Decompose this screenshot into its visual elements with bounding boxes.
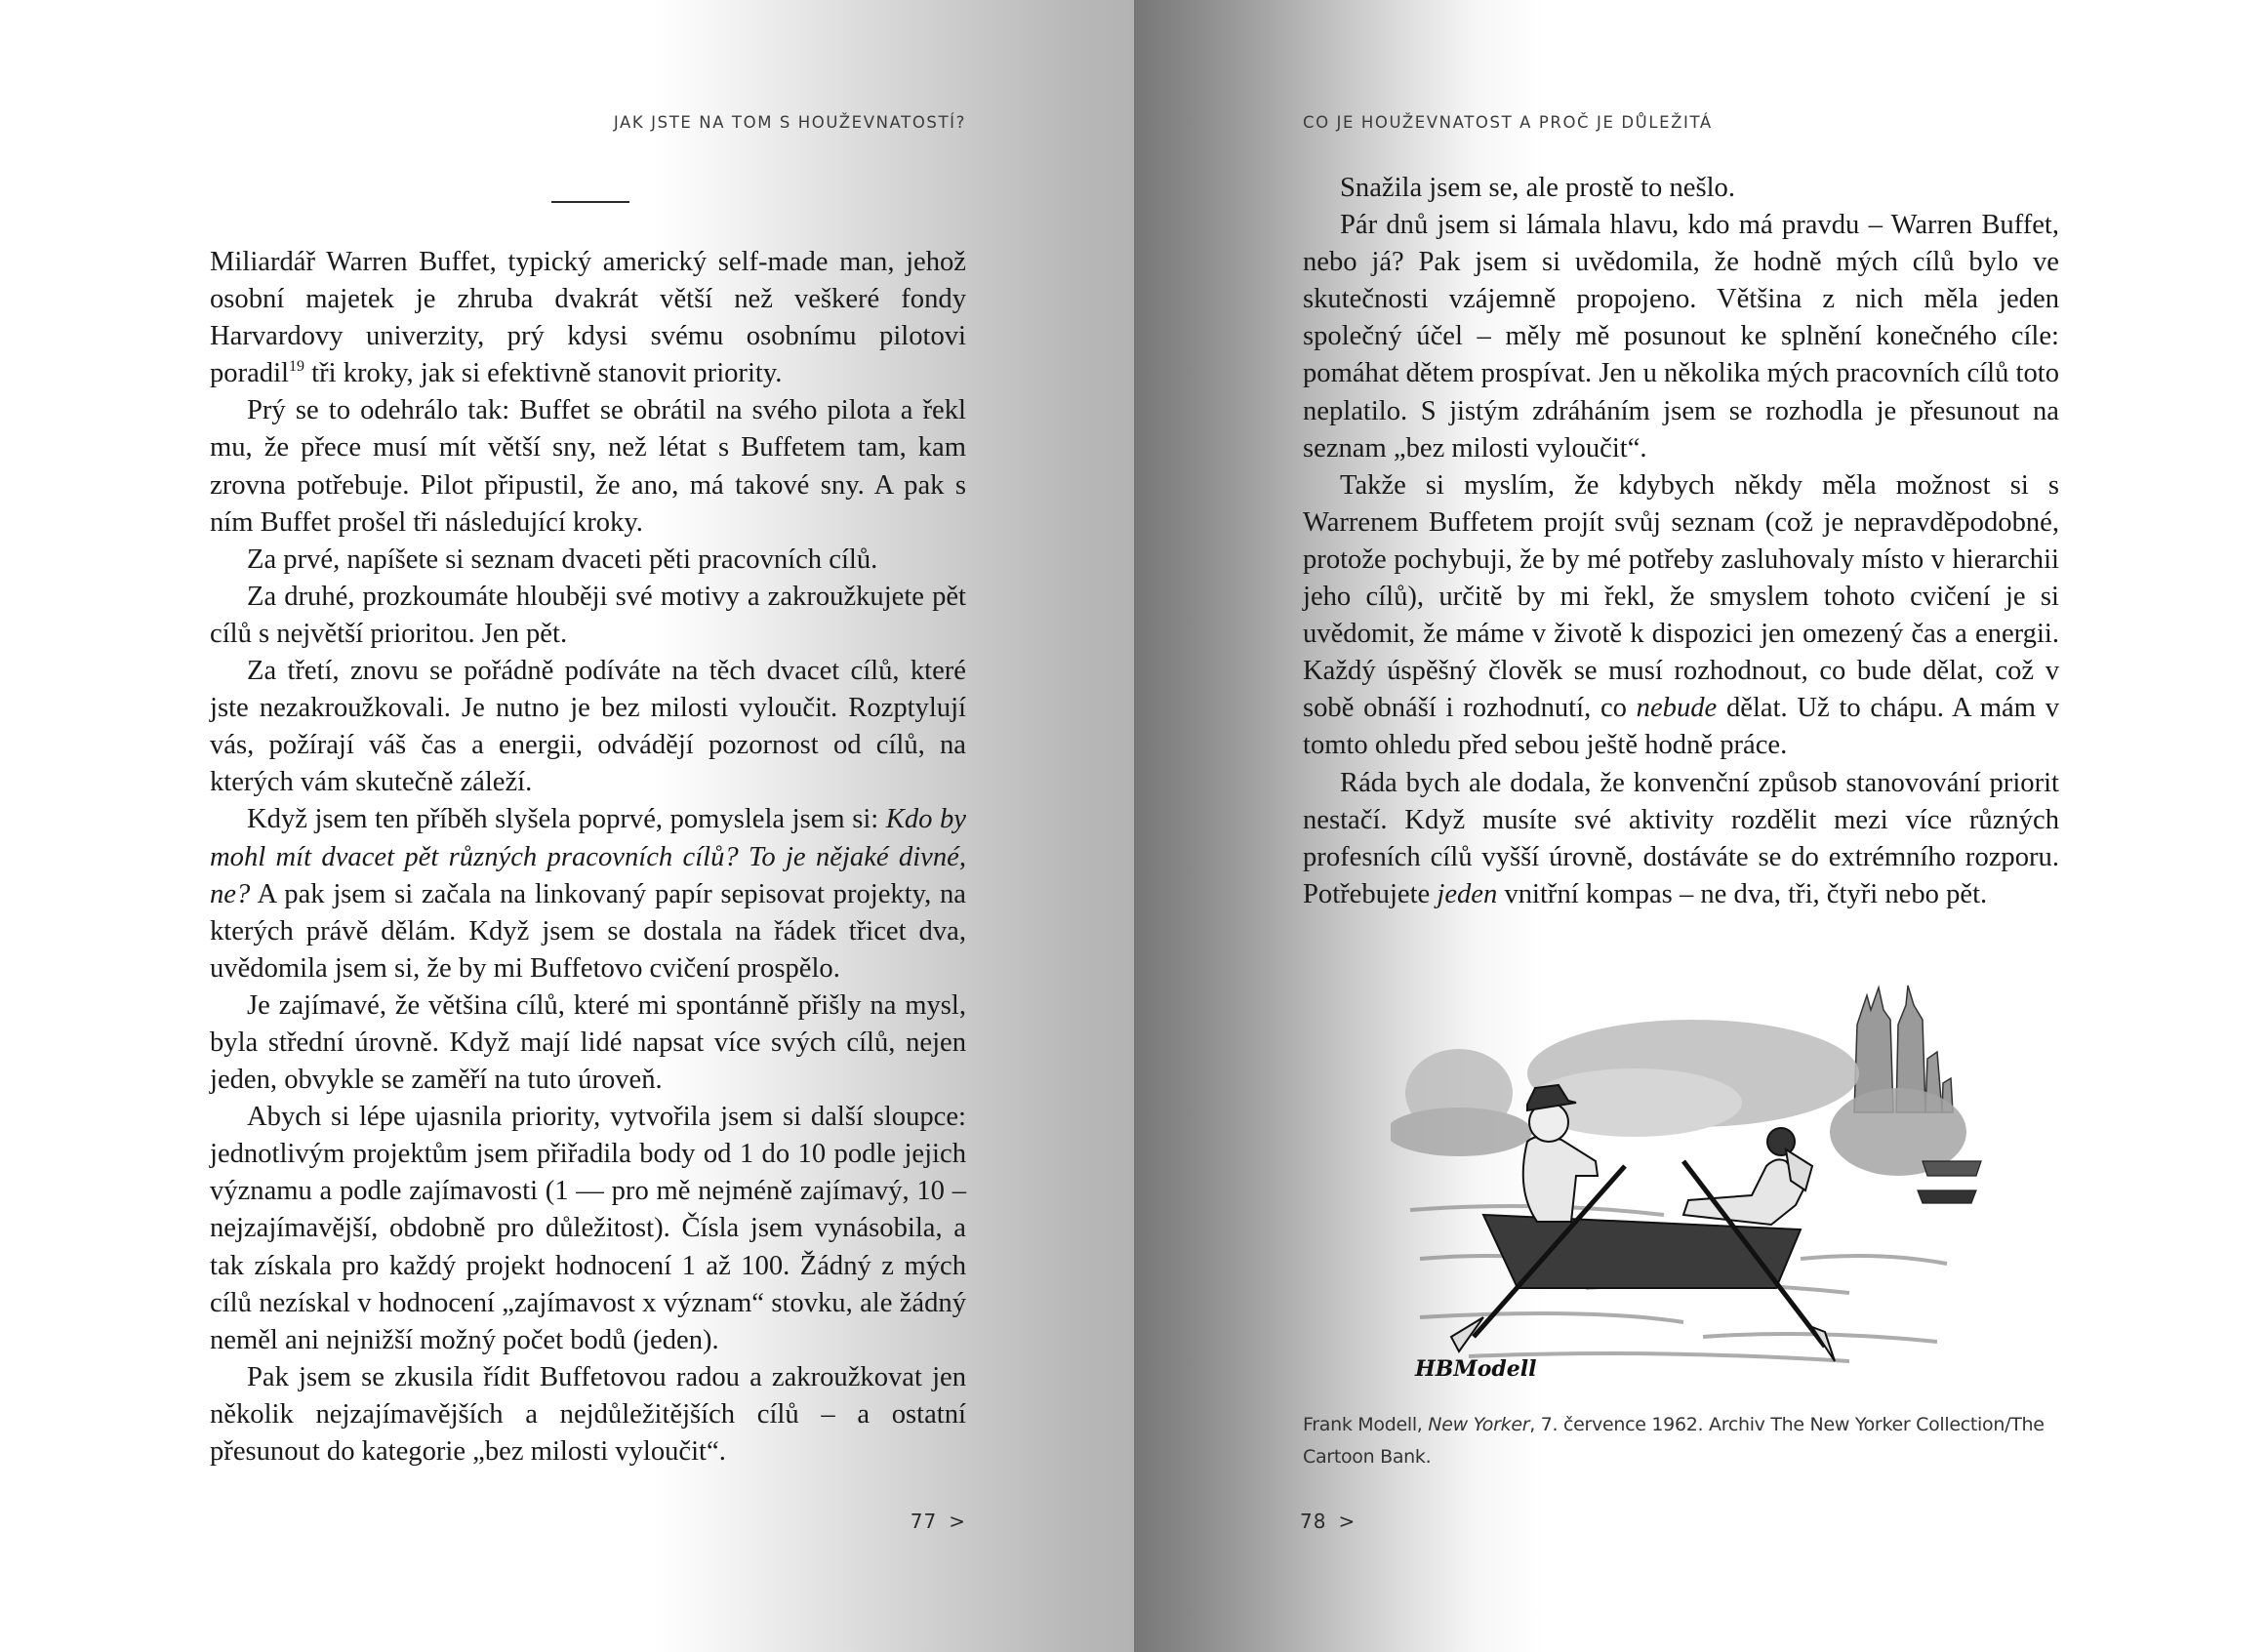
caption-text: , 7. července 1962. Archiv The New Yorker Collection/The Cartoon Bank. (1303, 1414, 2045, 1468)
paragraph-text: vnitřní kompas – ne dva, tři, čtyři nebo pět. (1497, 878, 1988, 909)
page-number: 77 (910, 1510, 938, 1533)
figure-caption (1303, 1409, 2064, 1473)
paragraph: Za třetí, znovu se pořádně podíváte na těch dvacet cílů, které jste nezakroužkovali. Je nutno je bez milosti vyloučit. Rozptylují vás, požírají váš čas a energii, odvádějí pozornost od cílů, na kterých vám skutečně záleží. (210, 656, 966, 798)
rowboat-cartoon-image (1391, 966, 1996, 1388)
paragraph-text: Když jsem ten příběh slyšela poprvé, pomyslela jsem si: (247, 804, 886, 835)
running-head-left: JAK JSTE NA TOM S HOUŽEVNATOSTÍ? (613, 113, 966, 132)
footnote-ref[interactable]: 19 (289, 358, 304, 376)
paragraph (210, 801, 966, 987)
distant-boat (1918, 1161, 1981, 1203)
paragraph (1303, 765, 2059, 913)
paragraph: Snažila jsem se, ale prostě to nešlo. (1340, 173, 1735, 203)
paragraph-text: Ráda bych ale dodala, že konvenční způsob stanovování priorit nestačí. Když musíte své aktivity rozdělit mezi více různých profesních cílů vyšší úrovně, dostáváte se do extrémního rozporu. Potřebujete (1303, 767, 2059, 909)
caption-text: Frank Modell, (1303, 1414, 1429, 1435)
paragraph: Prý se to odehrálo tak: Buffet se obrátil na svého pilota a řekl mu, že přece musí mít větší sny, než létat s Buffetem tam, kam zrovna potřebuje. Pilot připustil, že ano, má takové sny. A pak s ním Buffet prošel tři následující kroky. (210, 395, 966, 538)
caption-publication: New Yorker (1428, 1414, 1530, 1435)
page-number: 78 (1300, 1510, 1327, 1533)
paragraph: Abych si lépe ujasnila priority, vytvořila jsem si další sloupce: jednotlivým projektům jsem přiřadila body od 1 do 10 podle jejich významu a podle zajímavosti (1 — pro mě nejméně zajímavý, 10 – nejzajímavější, obdobně pro důležitost). Čísla jsem vynásobila, a tak získala pro každý projekt hodnocení 1 až 100. Žádný z mých cílů nezískal v hodnocení „zajímavost x význam“ stovku, ale žádný neměl ani nejnižší možný počet bodů (jeden). (210, 1102, 966, 1355)
italic-emphasis: jeden (1437, 878, 1498, 909)
paragraph-text: Takže si myslím, že kdybych někdy měla možnost si s Warrenem Buffetem projít svůj seznam (což je nepravděpodobné, protože pochybuji, že by mé potřeby zasluhovaly místo v hierarchii jeho cílů), určitě by mi řekl, že smyslem tohoto cvičení je si uvědomit, že máme v životě k dispozici jen omezený čas a energii. Každý úspěšný člověk se musí rozhodnout, co bude dělat, což v sobě obnáší i rozhodnutí, co (1303, 469, 2059, 724)
paragraph: Je zajímavé, že většina cílů, které mi spontánně přišly na mysl, byla střední úrovně. Když mají lidé napsat více svých cílů, nejen jeden, obvykle se zaměří na tuto úroveň. (210, 989, 966, 1096)
running-head-right: CO JE HOUŽEVNATOST A PROČ JE DŮLEŽITÁ (1303, 113, 1713, 132)
paragraph (1303, 467, 2059, 765)
paragraph: Za prvé, napíšete si seznam dvaceti pěti pracovních cílů. (247, 544, 878, 575)
right-text-column (1303, 170, 2059, 913)
paragraph: Pak jsem se zkusila řídit Buffetovou radou a zakroužkovat jen několik nejzajímavějších a nejdůležitějších cílů – a ostatní přesunout do kategorie „bez milosti vyloučit“. (210, 1361, 966, 1467)
paragraph: Pár dnů jsem si lámala hlavu, kdo má pravdu – Warren Buffet, nebo já? Pak jsem si uvědomila, že hodně mých cílů bylo ve skutečnosti vzájemně propojeno. Většina z nich měla jeden společný účel – měly mě posunout ke splnění konečného cíle: pomáhat dětem prospívat. Jen u několika mých pracovních cílů toto neplatilo. S jistým zdráháním jsem se rozhodla je přesunout na seznam „bez milosti vyloučit“. (1303, 210, 2060, 463)
woman-rower (1683, 1128, 1812, 1225)
italic-emphasis: nebude (1636, 693, 1718, 724)
italic-thought: Kdo by mohl mít dvacet pět různých pracovních cílů? To je nějaké divné, ne? (210, 804, 966, 909)
section-divider (551, 201, 629, 203)
right-page (1134, 0, 2268, 1652)
cartoon-illustration (1391, 966, 1996, 1388)
left-text-column (210, 244, 966, 1471)
paragraph: Za druhé, prozkoumáte hlouběji své motivy a zakroužkujete pět cílů s největší prioritou. Jen pět. (210, 581, 966, 649)
paragraph (210, 244, 966, 392)
page-number-left (911, 1510, 966, 1533)
next-page-arrow-icon[interactable]: > (949, 1510, 966, 1533)
paragraph-text: A pak jsem si začala na linkovaný papír sepisovat projekty, na kterých právě dělám. Když jsem se dostala na řádek třicet dva, uvědomila jsem si, že by mi Buffetovo cvičení prospělo. (210, 878, 966, 984)
page-number-right (1300, 1510, 1356, 1533)
paragraph-text: dělat. Už to chápu. A mám v tomto ohledu před sebou ještě hodně práce. (1303, 693, 2059, 761)
paragraph-text: Miliardář Warren Buffet, typický americký self-made man, jehož osobní majetek je zhruba dvakrát větší než veškeré fondy Harvardovy univerzity, prý kdysi svému osobnímu pilotovi poradil (210, 247, 966, 389)
artist-signature: HBModell (1415, 1356, 1537, 1382)
next-page-arrow-icon[interactable]: > (1338, 1510, 1357, 1533)
paragraph-text: tři kroky, jak si efektivně stanovit priority. (304, 358, 783, 389)
